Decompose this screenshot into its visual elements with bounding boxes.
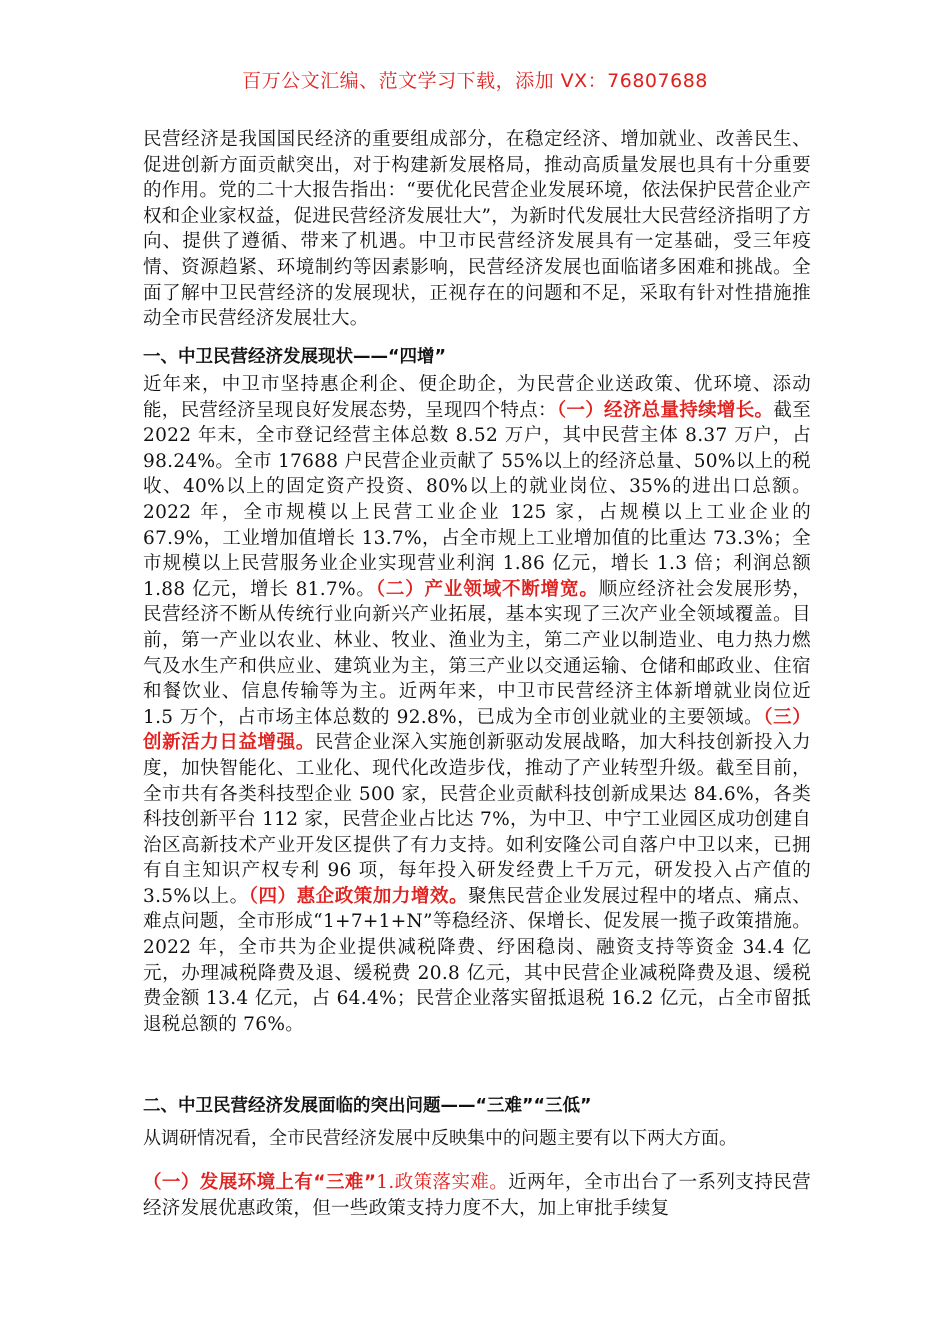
subheading-c: （三）创新活力日益增强。 xyxy=(143,706,811,754)
text-c: 民营企业深入实施创新驱动发展战略，加大科技创新投入力度，加快智能化、工业化、现代化改造步伐，推动了产业转型升级。截至目前，全市共有各类科技型企业 500 家，民营企业贡献科技创新成果达 84.6%，各类科技创新平台 112 家，民营企业占比达 7%，为中卫、中宁工业园区成功创建自治区高新技术产业开发区提供了有力支持。如利安隆公司自落户中卫以来，已拥有自主知识产权专利 96 项，每年投入研发经费上千万元，研发投入占产值的 3.5%以上。 xyxy=(143,732,811,907)
section1-heading: 一、中卫民营经济发展现状——“四增” xyxy=(143,347,447,367)
subheading-policy: 1.政策落实难。 xyxy=(376,1172,509,1193)
intro-paragraph: 民营经济是我国国民经济的重要组成部分，在稳定经济、增加就业、改善民生、促进创新方面贡献突出，对于构建新发展格局，推动高质量发展也具有十分重要的作用。党的二十大报告指出：“要优化民营企业发展环境，依法保护民营企业产权和企业家权益，促进民营经济发展壮大”，为新时代发展壮大民营经济指明了方向、提供了遵循、带来了机遇。中卫市民营经济发展具有一定基础，受三年疫情、资源趋紧、环境制约等因素影响，民营经济发展也面临诸多困难和挑战。全面了解中卫民营经济的发展现状，正视存在的问题和不足，采取有针对性措施推动全市民营经济发展壮大。 xyxy=(143,129,811,330)
header-watermark-text: 百万公文汇编、范文学习下载，添加 VX：76807688 xyxy=(242,70,708,92)
section2-heading: 二、中卫民营经济发展面临的突出问题——“三难”“三低” xyxy=(143,1096,592,1116)
text-a: 截至 2022 年末，全市登记经营主体总数 8.52 万户，其中民营主体 8.37 万户，占 98.24%。全市 17688 户民营企业贡献了 55%以上的经济总量、50%以上的税收、40%以上的固定资产投资、80%以上的就业岗位、35%的进出口总额。2022 年，全市规模以上民营工业企业 125 家，占规模以上工业企业的 67.9%，工业增加值增长 13.7%，占全市规上工业增加值的比重达 73.3%；全市规模以上民营服务业企业实现营业利润 1.86 亿元，增长 1.3 倍；利润总额 1.88 亿元，增长 81.7%。 xyxy=(143,399,811,600)
subheading-b: （二）产业领域不断增宽。 xyxy=(375,578,599,600)
section1-intro-text: 近年来，中卫市坚持惠企利企、便企助企，为民营企业送政策、优环境、添动能，民营经济呈现良好发展态势，呈现四个特点： xyxy=(143,374,811,421)
text-policy: 近两年，全市出台了一系列支持民营经济发展优惠政策，但一些政策支持力度不大，加上审批手续复 xyxy=(143,1172,811,1219)
text-d: 聚焦民营企业发展过程中的堵点、痛点、难点问题，全市形成“1+7+1+N”等稳经济、保增长、促发展一揽子政策措施。2022 年，全市共为企业提供减税降费、纾困稳岗、融资支持等资金 34.4 亿元，办理减税降费及退、缓税费 20.8 亿元，其中民营企业减税降费及退、缓税费金额 13.4 亿元，占 64.4%；民营企业落实留抵退税 16.2 亿元，占全市留抵退税总额的 76%。 xyxy=(143,885,812,1035)
subheading-d: （四）惠企政策加力增效。 xyxy=(248,885,469,907)
text-b: 顺应经济社会发展形势，民营经济不断从传统行业向新兴产业拓展，基本实现了三次产业全领域覆盖。目前，第一产业以农业、林业、牧业、渔业为主，第二产业以制造业、电力热力燃气及水生产和供应业、建筑业为主，第三产业以交通运输、仓储和邮政业、住宿和餐饮业、信息传输等为主。近两年来，中卫市民营经济主体新增就业岗位近 1.5 万个，占市场主体总数的 92.8%，已成为全市创业就业的主要领域。 xyxy=(143,578,811,728)
subheading-a: （一）经济总量持续增长。 xyxy=(556,399,774,421)
section2-lead: 从调研情况看，全市民营经济发展中反映集中的问题主要有以下两大方面。 xyxy=(143,1128,737,1149)
subheading-env: （一）发展环境上有“三难” xyxy=(143,1172,377,1193)
section2-body xyxy=(143,1170,811,1221)
section1-body xyxy=(143,372,811,1037)
